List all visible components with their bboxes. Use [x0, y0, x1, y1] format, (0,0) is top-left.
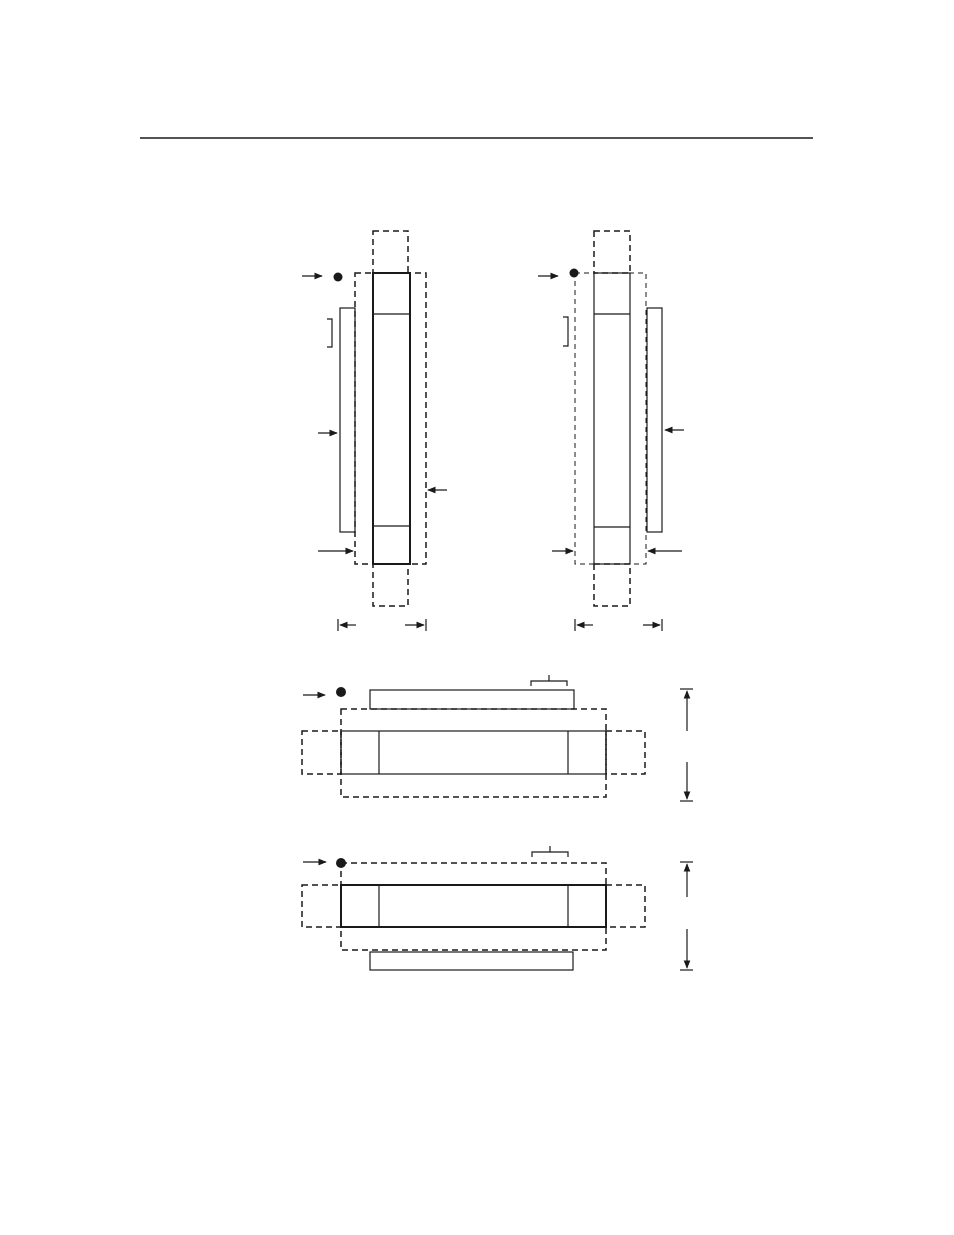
right-vertical-view: [538, 231, 684, 631]
reference-dot: [336, 687, 346, 697]
lower-horizontal-view: [302, 846, 693, 970]
reference-dot: [334, 273, 343, 282]
reference-dot: [570, 269, 579, 278]
left-vertical-view: [302, 231, 447, 631]
upper-horizontal-view: [302, 675, 693, 801]
